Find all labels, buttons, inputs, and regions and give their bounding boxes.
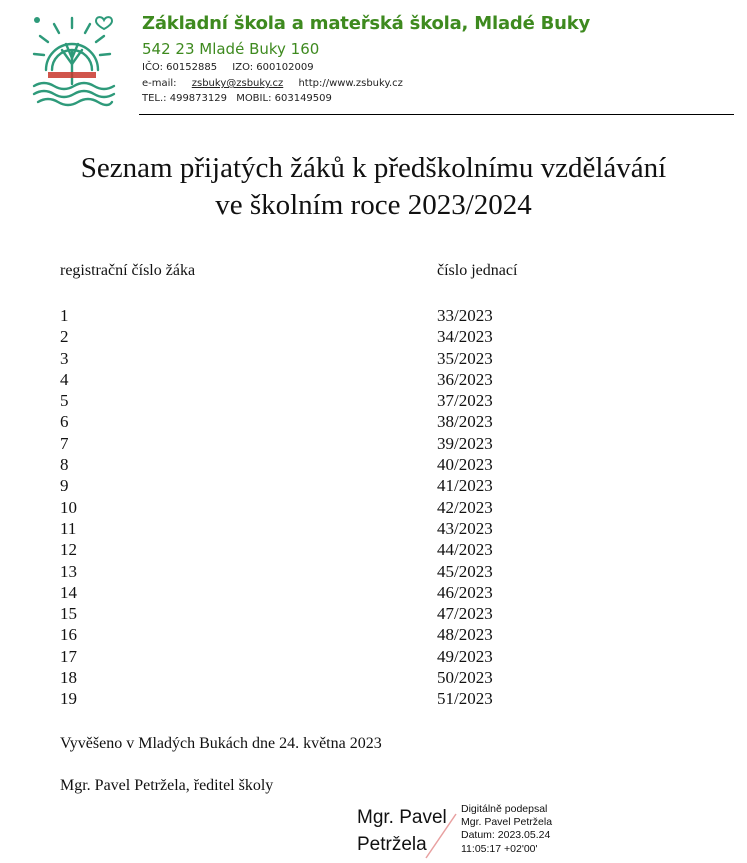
title-line-1: Seznam přijatých žáků k předškolnímu vzdělávání (80, 152, 667, 184)
school-name: Základní škola a mateřská škola, Mladé Buky (142, 13, 591, 34)
table-row (60, 497, 560, 518)
reference-number: 46/2023 (437, 582, 493, 602)
reference-number: 35/2023 (437, 348, 493, 368)
registration-number: 2 (60, 327, 69, 347)
table-row (60, 475, 560, 496)
registration-number: 7 (60, 433, 69, 453)
registration-number: 19 (60, 689, 77, 709)
table-row (60, 688, 560, 709)
registration-number: 18 (60, 668, 77, 688)
signature-name-line-2: Petržela (357, 834, 427, 855)
table-row (60, 518, 560, 539)
table-row (60, 348, 560, 369)
table-row (60, 305, 560, 326)
registration-number: 1 (60, 306, 69, 325)
column-header-reference: číslo jednací (437, 262, 518, 279)
document-title (0, 150, 747, 224)
signature-info-line: Digitálně podepsal (461, 803, 548, 815)
contact-row (142, 78, 415, 89)
registration-number: 17 (60, 646, 77, 666)
email-link[interactable]: zsbuky@zsbuky.cz (191, 78, 284, 89)
reference-number: 43/2023 (437, 518, 493, 538)
signature-name-line-1: Mgr. Pavel (357, 807, 447, 828)
reference-number: 50/2023 (437, 668, 493, 688)
table-row (60, 582, 560, 603)
school-ids (142, 62, 326, 73)
registration-number: 5 (60, 391, 69, 411)
registration-number: 4 (60, 369, 69, 389)
reference-number: 42/2023 (437, 497, 493, 517)
table-row (60, 667, 560, 688)
email-label: e-mail: (142, 78, 177, 89)
phone-row (142, 93, 344, 104)
registration-number: 16 (60, 625, 77, 645)
table-row (60, 603, 560, 624)
registration-number: 3 (60, 348, 69, 368)
ico-number: IČO: 60152885 (142, 62, 218, 73)
table-row (60, 433, 560, 454)
signature-stroke-icon (420, 812, 460, 860)
reference-number: 39/2023 (437, 433, 493, 453)
signer-line: Mgr. Pavel Petržela, ředitel školy (60, 777, 274, 794)
school-address: 542 23 Mladé Buky 160 (142, 40, 320, 58)
reference-number: 37/2023 (437, 391, 493, 411)
registration-number: 14 (60, 582, 77, 602)
reference-number: 44/2023 (437, 540, 493, 560)
registration-number: 15 (60, 604, 77, 624)
table-row (60, 411, 560, 432)
table-row (60, 390, 560, 411)
reference-number: 51/2023 (437, 689, 493, 709)
table-row (60, 561, 560, 582)
registration-number: 13 (60, 561, 77, 581)
reference-number: 38/2023 (437, 412, 493, 432)
signature-info-line: Mgr. Pavel Petržela (461, 816, 553, 829)
reference-number: 45/2023 (437, 561, 493, 581)
signature-info-line: Datum: 2023.05.24 (461, 829, 551, 842)
table-row (60, 326, 560, 347)
header-divider (139, 114, 734, 115)
table-row (60, 624, 560, 645)
reference-number: 47/2023 (437, 604, 493, 624)
reference-number: 48/2023 (437, 625, 493, 645)
registration-number: 9 (60, 476, 69, 496)
mobile-number: MOBIL: 603149509 (236, 93, 332, 104)
signature-info (461, 803, 552, 856)
signature-info-line: 11:05:17 +02'00' (461, 842, 538, 855)
table-row (60, 454, 560, 475)
reference-number: 33/2023 (437, 306, 493, 325)
reference-number: 36/2023 (437, 369, 493, 389)
title-line-2: ve školním roce 2023/2024 (215, 189, 532, 221)
registration-number: 10 (60, 497, 77, 517)
tel-number: TEL.: 499873129 (142, 93, 227, 104)
registration-number: 11 (60, 518, 77, 538)
registration-number: 8 (60, 455, 69, 475)
school-logo-icon (28, 12, 116, 110)
table-row (60, 646, 560, 667)
izo-number: IZO: 600102009 (232, 62, 314, 73)
reference-number: 34/2023 (437, 327, 493, 347)
column-header-registration: registrační číslo žáka (60, 262, 196, 279)
reference-number: 41/2023 (437, 476, 493, 496)
table-row (60, 539, 560, 560)
registration-number: 12 (60, 540, 77, 560)
posted-note: Vyvěšeno v Mladých Bukách dne 24. května 2023 (60, 735, 382, 752)
registration-number: 6 (60, 412, 69, 432)
web-link[interactable]: http://www.zsbuky.cz (298, 78, 403, 89)
admitted-list (60, 305, 560, 710)
reference-number: 49/2023 (437, 646, 493, 666)
table-row (60, 369, 560, 390)
reference-number: 40/2023 (437, 455, 493, 475)
